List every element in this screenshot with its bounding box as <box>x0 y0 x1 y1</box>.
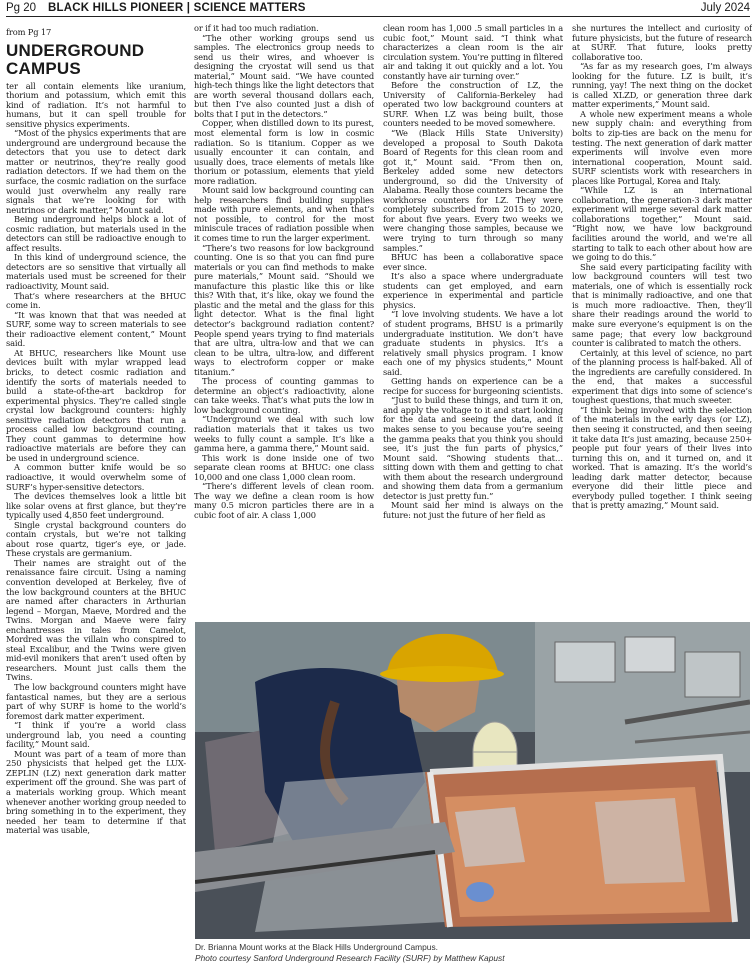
article-paragraph: Getting hands on experience can be a recipe for success for burgeoning scientists. <box>383 376 563 396</box>
article-column-1 <box>6 24 186 968</box>
lab-scene-illustration <box>195 622 750 939</box>
article-paragraph: A whole new experiment means a whole new supply chain: and everything from bolts to zip-ties are back on the menu for testing. The next generation of dark matter experiments will involve even more international cooperation, Mount said. SURF scientists work with researchers in places like Portugal, Korea and Italy. <box>572 108 752 186</box>
page-number: Pg 20 <box>6 2 37 14</box>
article-paragraph: This work is done inside one of two separate clean rooms at BHUC: one class 10,000 and one class 1,000 clean room. <box>194 452 374 482</box>
article-column-3 <box>383 24 563 614</box>
article-paragraph: Certainly, at this level of science, no part of the planning process is half-baked. All of the ingredients are carefully considered. In the end, that makes a successful experiment that digs into some of science’s toughest questions, that much sweeter. <box>572 347 752 406</box>
article-paragraph: “While LZ is an international collaboration, the generation-3 dark matter experiment will merge several dark matter collaborations together,” Mount said. “Right now, we have low background facilities around the world, and we’re all starting to talk to each other about how are we going to do this.” <box>572 185 752 263</box>
article-paragraph: “Underground we deal with such low radiation materials that it takes us two weeks to fully count a sample. It’s like a gamma here, a gamma there,” Mount said. <box>194 414 374 454</box>
article-paragraph: or if it had too much radiation. <box>194 24 319 33</box>
issue-date: July 2024 <box>700 2 750 14</box>
article-paragraph: The process of counting gammas to determine an object’s radioactivity, alone can take weeks. That’s what puts the low in low background counting. <box>194 376 374 415</box>
article-paragraph: “There’s different levels of clean room. The way we define a clean room is how many 0.5 micron particles there are in a cubic foot of air. A class 1,000 <box>194 481 374 520</box>
article-paragraph: “I think if you’re a world class underground lab, you need a counting facility,” Mount said. <box>6 720 186 750</box>
section-title: BLACK HILLS PIONEER | SCIENCE MATTERS <box>48 2 306 14</box>
article-photo <box>195 622 750 939</box>
jump-from-label: from Pg 17 <box>6 27 52 37</box>
article-paragraph: “It was known that that was needed at SURF, some way to screen materials to see their radioactive element content,” Mount said. <box>6 309 186 349</box>
article-paragraph: “I love involving students. We have a lot of student programs, BHSU is a primarily undergraduate institution. We don’t have graduate students in physics. It’s a relatively small physics program. I know each one of my physics students,” Mount said. <box>383 309 563 377</box>
article-paragraph: Mount said her mind is always on the future: not just the future of her field as <box>383 500 563 520</box>
article-paragraph: she nurtures the intellect and curiosity of future physicists, but the future of research at SURF. That future, looks pretty collaborative too. <box>572 24 752 62</box>
article-paragraph: “I think being involved with the selection of the materials in the early days (or LZ), then seeing it constructed, and then seeing it take data It’s just amazing, because 250+ people put four years of their lives into turning this on, and it turned on, and it worked. That is amazing. It’s the world’s leading dark matter detector, because everyone did their little piece and everybody pulled together. I think seeing that is pretty amazing,” Mount said. <box>572 404 752 511</box>
article-paragraph: Before the construction of LZ, the University of California-Berkeley had operated two low background counters at SURF. When LZ was being built, those counters needed to be moved somewhere. <box>383 80 563 129</box>
article-headline: UNDERGROUND CAMPUS <box>6 40 145 78</box>
article-paragraph: Single crystal background counters do contain crystals, but we’re not talking about rose quartz, tiger’s eye, or jade. These crystals are germanium. <box>6 519 186 559</box>
article-paragraph: She said every participating facility with low background counters will test two materials, one of which is essentially rock that is minimally radioactive, and one that is much more radioactive. Then, they’ll share their readings around the world to make sure everyone’s equipment is on the same page; that every low background counter is calibrated to match the others. <box>572 261 752 349</box>
article-paragraph: Copper, when distilled down to its purest, most elemental form is low in cosmic radiation. So is titanium. Copper as we usually encounter it can contain, and usually does, trace elements of metals like thorium or potassium, elements that yield more radiation. <box>194 118 374 186</box>
article-paragraph: The low background counters might have fantastical names, but they are a serious part of why SURF is home to the world’s foremost dark matter experiment. <box>6 682 186 721</box>
article-paragraph: “We (Black Hills State University) developed a proposal to South Dakota Board of Regents for this clean room and got it,” Mount said. “From then on, Berkeley added some new detectors underground, so did the University of Alabama. Really those counters became the workhorse counters for LZ. They were completely subscribed from 2015 to 2020, for about five years. Every two weeks we were changing those samples, because we were trying to turn through so many samples.” <box>383 128 563 253</box>
article-paragraph: “As far as my research goes, I’m always looking for the future. LZ is built, it’s running, yay! The next thing on the docket is called XLZD, or generation three dark matter experiments,” Mount said. <box>572 61 752 110</box>
article-paragraph: “There’s two reasons for low background counting. One is so that you can find pure materials or you can find methods to make pure materials,” Mount said. “Should we manufacture this plastic like this or like this? With that, it’s like, okay we found the plastic and the metal and the glass for this light detector. What is the final light detector’s background radiation content? People spend years trying to find materials that are ultra, ultra-low and that we can clean to be ultra, ultra-low, and different ways to electroform copper or make titanium.” <box>194 242 374 377</box>
page-header <box>6 0 750 17</box>
article-paragraph: The devices themselves look a little bit like solar ovens at first glance, but they’re typically used 4,850 feet underground. <box>6 491 186 521</box>
article-paragraph: Being underground helps block a lot of cosmic radiation, but materials used in the detectors can still be radioactive enough to affect results. <box>6 214 186 253</box>
article-paragraph: Mount said low background counting can help researchers find building supplies made with pure elements, and when that’s not possible, to control for the most miniscule traces of radiation possible when it comes time to run the larger experiment. <box>194 185 374 244</box>
article-paragraph: It’s also a space where undergraduate students can get employed, and earn experience in experimental and particle physics. <box>383 271 563 310</box>
article-column-4 <box>572 24 752 614</box>
article-paragraph: “Most of the physics experiments that are underground are underground because the detectors that you use to detect dark matter or neutrinos, they’re really good radiation detectors. If we had them on the surface, the cosmic radiation on the surface would just overwhelm any really rare signals that we’re looking for with neutrinos or dark matter,” Mount said. <box>6 128 186 215</box>
article-paragraph: BHUC has been a collaborative space ever since. <box>383 252 563 272</box>
article-paragraph: At BHUC, researchers like Mount use devices built with mylar wrapped lead bricks, to detect cosmic radiation and identify the sorts of materials needed to build a state-of-the-art backdrop for experimental physics. They’re called single crystal low background counters: highly sensitive radiation detectors that run a process called low background counting. They count gammas to determine how radioactive materials are before they can be used in underground science. <box>6 347 186 463</box>
article-paragraph: Their names are straight out of the renaissance faire circuit. Using a naming convention developed at Berkeley, five of the low background counters at the BHUC are named after characters in Arthurian legend – Morgan, Maeve, Mordred and the Twins. Morgan and Maeve were fairy enchantresses in tales from Camelot, Mordred was the villain who conspired to steal Excalibur, and the Twins were given mid-evil monikers that aren’t used often by researchers. Mount just calls them the Twins. <box>6 557 186 683</box>
article-paragraph: ter all contain elements like uranium, thorium and potassium, which emit this kind of radiation. It’s not harmful to humans, but it can spell trouble for sensitive physics experiments. <box>6 80 186 129</box>
article-paragraph: Mount was part of a team of more than 250 physicists that helped get the LUX-ZEPLIN (LZ) next generation dark matter experiment off the ground. She was part of a materials working group. Which meant whenever another working group needed to bring something in to the experiment, they needed her team to determine if that material was usable, <box>6 748 186 836</box>
article-column-2 <box>194 24 374 614</box>
article-paragraph: In this kind of underground science, the detectors are so sensitive that virtually all materials used must be screened for their radioactivity, Mount said. <box>6 252 186 292</box>
photo-credit: Photo courtesy Sanford Underground Research Facility (SURF) by Matthew Kapust <box>195 953 505 963</box>
caption-text: Dr. Brianna Mount works at the Black Hills Underground Campus. <box>195 942 438 952</box>
article-paragraph: A common butter knife would be so radioactive, it would overwhelm some of SURF’s hyper-sensitive detectors. <box>6 462 186 492</box>
article-paragraph: clean room has 1,000 .5 small particles in a cubic foot,” Mount said. “I think what characterizes a clean room is the air circulation system. You’re putting in filtered air and taking it out quickly and a lot. You constantly have air turning over.” <box>383 24 563 81</box>
article-paragraph: “The other working groups send us samples. The electronics group needs to send us their wires, and whoever is designing the cryostat will send us that material,” Mount said. “We have counted high-tech things like the light detectors that are worth several thousand dollars each, but then I’ve also counted just a dish of bolts that I put in the detectors.” <box>194 32 374 119</box>
photo-caption <box>195 942 751 964</box>
article-paragraph: That’s where researchers at the BHUC come in. <box>6 290 186 311</box>
article-paragraph: “Just to build these things, and turn it on, and apply the voltage to it and start looking for the data and seeing the data, and it makes sense to you because you’re seeing the gamma peaks that you think you should see, it’s just the fun parts of physics,” Mount said. “Showing students that… sitting down with them and getting to chat with them about the research underground and showing them data from a germanium detector is just pretty fun.” <box>383 395 563 501</box>
